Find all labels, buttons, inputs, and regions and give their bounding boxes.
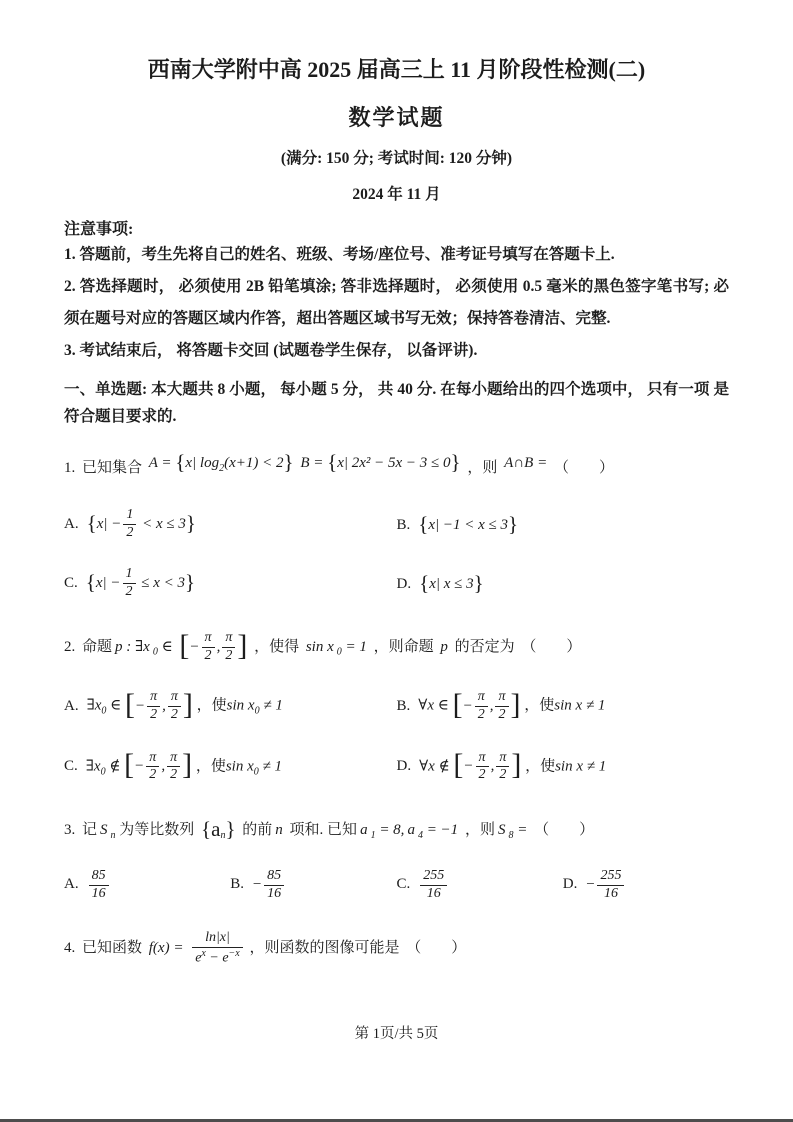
subscript: 4 xyxy=(417,830,423,842)
math-token: sin x xyxy=(555,758,584,775)
q2-option-b xyxy=(397,689,730,724)
q4-intro: 已知函数 xyxy=(82,940,143,957)
date-line: 2024 年 11 月 xyxy=(352,185,441,203)
fraction xyxy=(123,566,136,601)
math-token: ∃x xyxy=(86,697,102,714)
fraction-numerator: π xyxy=(170,749,178,765)
math-token: e xyxy=(195,950,202,966)
math-token: sin x xyxy=(225,758,254,775)
fraction-numerator: 255 xyxy=(423,867,445,883)
q3-text: 的前 xyxy=(242,822,273,839)
q1-option-b xyxy=(397,512,730,537)
fraction xyxy=(202,630,215,665)
fraction-numerator: π xyxy=(498,689,506,705)
q1-mid-text: ，则 xyxy=(467,459,498,476)
comma: , xyxy=(161,758,166,775)
fraction-denominator xyxy=(192,947,243,967)
score-time-line: (满分: 150 分; 考试时间: 120 分钟) xyxy=(280,149,513,167)
fraction xyxy=(222,630,235,665)
q2-text: ，则命题 xyxy=(373,639,434,656)
fraction-denominator: 2 xyxy=(167,766,180,784)
math-token: n xyxy=(275,822,283,839)
q3-answer-blank: （ ） xyxy=(534,822,595,839)
brace-close: } xyxy=(225,817,236,842)
fraction-denominator: 2 xyxy=(202,647,215,665)
math-token: ≠ 1 xyxy=(586,758,607,775)
fraction-numerator: 85 xyxy=(91,867,106,883)
math-token: = −1 xyxy=(426,822,459,839)
fraction xyxy=(168,689,181,724)
math-token: S xyxy=(497,822,506,839)
option-label: D. xyxy=(396,758,412,775)
q2-number: 2. xyxy=(64,639,76,656)
brace-close: } xyxy=(283,449,294,474)
fraction-denominator: 2 xyxy=(222,647,235,665)
fraction-numerator: π xyxy=(499,749,507,765)
math-token: ∃x xyxy=(85,758,101,775)
sequence-formula xyxy=(201,817,236,842)
fraction xyxy=(597,868,624,903)
subscript: 0 xyxy=(100,766,106,778)
interval-formula xyxy=(179,629,248,664)
math-token: x| 2x² − 5x − 3 ≤ 0 xyxy=(337,454,451,471)
minus-sign: − xyxy=(111,516,122,533)
q2-answer-blank: （ ） xyxy=(521,639,582,656)
q2-text: 的否定为 xyxy=(454,639,515,656)
fraction-denominator: 16 xyxy=(89,885,109,903)
brace-open: { xyxy=(86,511,97,536)
subscript: 0 xyxy=(253,766,259,778)
minus-sign: − xyxy=(135,697,146,714)
q2-option-d xyxy=(397,750,730,785)
math-token: p : ∃x xyxy=(115,639,150,656)
minus-sign: − xyxy=(134,758,145,775)
math-token: S xyxy=(100,822,108,839)
q3-text: ，则 xyxy=(464,822,495,839)
q1-option-b-formula xyxy=(418,512,519,537)
q3-option-b xyxy=(230,868,396,903)
comma: , xyxy=(490,758,495,775)
fraction-numerator: π xyxy=(204,630,212,646)
math-token: = 1 xyxy=(345,639,367,656)
q1-option-a-formula xyxy=(86,507,196,541)
math-token: ≠ 1 xyxy=(263,697,283,714)
fraction-numerator: π xyxy=(170,689,178,705)
comma: , xyxy=(216,639,221,656)
brace-open: { xyxy=(327,449,338,474)
interval-formula xyxy=(453,748,522,783)
minus-sign: − xyxy=(463,758,474,775)
subject-title: 数学试题 xyxy=(348,104,445,130)
question-1 xyxy=(64,449,729,484)
subscript: 0 xyxy=(336,647,342,659)
math-token: x| log xyxy=(185,454,220,471)
notice-item-3: 3. 考试结束后， 将答题卡交回 (试题卷学生保存， 以备评讲). xyxy=(64,342,478,360)
q2-options-row-2 xyxy=(64,750,729,785)
math-token: = xyxy=(517,822,528,839)
q1-option-c-formula xyxy=(85,565,196,599)
section-1-heading: 一、单选题: 本大题共 8 小题， 每小题 5 分， 共 40 分. 在每小题给出的四个选项中， 只有一项 是符合题目要求的. xyxy=(64,380,729,425)
math-token: sin x xyxy=(554,697,583,714)
math-token: sin x xyxy=(305,639,334,656)
fraction-numerator: ln|x| xyxy=(205,930,230,946)
fraction-denominator: 16 xyxy=(264,885,284,903)
bracket-close: ] xyxy=(237,629,248,663)
option-label: C. xyxy=(64,574,78,591)
function-notation: f(x) = xyxy=(148,940,184,957)
option-label: C. xyxy=(64,758,78,775)
brace-open: { xyxy=(175,449,186,474)
bracket-open: [ xyxy=(179,629,190,663)
fraction-numerator: π xyxy=(150,689,158,705)
fraction xyxy=(89,868,109,903)
superscript: x xyxy=(201,948,206,960)
fraction-denominator: 2 xyxy=(123,524,136,542)
brace-close: } xyxy=(185,511,196,536)
q3-text: 记 xyxy=(82,822,98,839)
q2-option-c xyxy=(64,750,397,785)
option-label: D. xyxy=(562,876,578,893)
fraction xyxy=(420,868,447,903)
q4-text: ，则函数的图像可能是 xyxy=(249,940,400,957)
brace-open: {a xyxy=(201,817,221,842)
fraction-numerator: 1 xyxy=(125,565,133,581)
bracket-open: [ xyxy=(125,687,135,721)
q1-option-d-formula xyxy=(419,570,484,595)
fraction xyxy=(146,750,159,785)
fraction-numerator: π xyxy=(225,630,233,646)
not-element-of-symbol: ∉ xyxy=(109,758,121,775)
math-token: ≤ x < 3 xyxy=(141,574,186,591)
math-token: x| xyxy=(96,516,108,533)
subscript: 2 xyxy=(219,462,225,474)
subscript: 0 xyxy=(152,647,158,659)
q2-text: ，使得 xyxy=(254,639,300,656)
bracket-open: [ xyxy=(124,748,135,782)
bracket-open: [ xyxy=(453,748,464,782)
math-token: ≠ 1 xyxy=(262,758,282,775)
option-text: ，使 xyxy=(195,758,226,775)
q3-option-d xyxy=(563,868,729,903)
math-token: < x ≤ 3 xyxy=(142,516,186,533)
option-label: A. xyxy=(64,876,79,893)
option-label: C. xyxy=(396,876,411,893)
q3-option-c xyxy=(397,868,563,903)
fraction xyxy=(147,689,160,724)
option-text: ，使 xyxy=(196,697,227,714)
q1-option-d xyxy=(397,571,730,596)
subscript: n xyxy=(220,830,226,842)
brace-close: } xyxy=(185,569,196,594)
q2-option-a xyxy=(64,689,397,724)
question-3 xyxy=(64,814,729,846)
q1-set-a xyxy=(149,447,294,479)
brace-open: { xyxy=(419,570,430,595)
superscript: −x xyxy=(228,948,240,960)
brace-open: { xyxy=(418,512,429,537)
math-token: ∀x xyxy=(418,697,434,714)
notice-item-2: 2. 答选择题时， 必须使用 2B 铅笔填涂; 答非选择题时， 必须使用 0.5 毫米的黑色签字笔书写; 必须在题号对应的答题区域内作答，超出答题区域书写无效；保持答卷清洁、完整. xyxy=(64,277,729,328)
fraction-numerator: 1 xyxy=(126,507,134,523)
brace-open: { xyxy=(85,569,96,594)
fraction-denominator: 2 xyxy=(123,583,136,601)
subscript: 8 xyxy=(508,830,514,842)
fraction xyxy=(496,750,509,785)
math-token: x| xyxy=(95,574,107,591)
element-of-symbol: ∈ xyxy=(110,697,122,714)
math-token: ∀x xyxy=(419,758,435,775)
minus-sign: − xyxy=(462,697,473,714)
option-label: B. xyxy=(396,697,411,714)
q3-text: 为等比数列 xyxy=(119,822,195,839)
q2-text: 命题 xyxy=(82,639,113,656)
interval-formula xyxy=(452,687,521,722)
q3-options-row xyxy=(64,868,729,903)
math-token: sin x xyxy=(226,697,255,714)
fraction-denominator: 2 xyxy=(146,766,159,784)
notice-heading: 注意事项: xyxy=(64,220,134,238)
q3-option-a xyxy=(64,868,230,903)
q1-expression: A∩B = xyxy=(504,454,548,471)
fraction-numerator: π xyxy=(149,749,157,765)
math-token: x| −1 < x ≤ 3 xyxy=(428,516,509,533)
subscript: n xyxy=(110,830,116,842)
minus-sign: − xyxy=(110,574,121,591)
fraction xyxy=(264,868,284,903)
fraction-denominator: 2 xyxy=(168,706,181,724)
bracket-close: ] xyxy=(511,748,522,782)
math-token: a xyxy=(360,822,368,839)
exam-title: 西南大学附中高 2025 届高三上 11 月阶段性检测(二) xyxy=(147,57,646,82)
fraction xyxy=(475,689,488,724)
fraction-numerator: 85 xyxy=(267,867,282,883)
math-token: x| x ≤ 3 xyxy=(429,575,474,592)
q1-option-c xyxy=(64,566,397,601)
math-token: B = xyxy=(300,454,324,471)
bracket-close: ] xyxy=(182,687,193,721)
brace-close: } xyxy=(508,512,519,537)
fraction-denominator: 2 xyxy=(475,706,488,724)
interval-formula xyxy=(124,748,193,783)
q1-intro: 已知集合 xyxy=(82,459,143,476)
bracket-close: ] xyxy=(510,687,521,721)
subscript: 0 xyxy=(254,705,260,717)
q3-text: 项和. 已知 xyxy=(289,822,358,839)
fraction-denominator: 2 xyxy=(495,706,508,724)
fraction-numerator: π xyxy=(478,749,486,765)
math-token: A = xyxy=(148,454,172,471)
q1-answer-blank: （ ） xyxy=(553,459,614,476)
subscript: 0 xyxy=(101,705,107,717)
subscript: 1 xyxy=(370,830,376,842)
bracket-close: ] xyxy=(182,748,193,782)
fraction xyxy=(123,507,136,542)
fraction-denominator: 2 xyxy=(147,706,160,724)
minus-sign: − xyxy=(209,950,219,966)
math-token: = 8, xyxy=(379,822,405,839)
q1-set-b xyxy=(300,447,460,479)
option-label: A. xyxy=(64,516,79,533)
fraction xyxy=(167,750,180,785)
q4-number: 4. xyxy=(64,940,76,957)
brace-close: } xyxy=(450,449,461,474)
bracket-open: [ xyxy=(452,687,463,721)
option-label: D. xyxy=(396,575,412,592)
minus-sign: − xyxy=(585,876,596,893)
comma: , xyxy=(162,697,166,714)
question-2 xyxy=(64,630,729,665)
fraction-numerator: 255 xyxy=(600,867,622,883)
page-number-footer: 第 1页/共 5页 xyxy=(354,1026,439,1042)
fraction-denominator: 2 xyxy=(496,766,509,784)
math-token: a xyxy=(407,822,415,839)
question-4 xyxy=(64,930,729,967)
q1-number: 1. xyxy=(64,459,76,476)
fraction-numerator: π xyxy=(477,689,485,705)
element-of-symbol: ∈ xyxy=(437,697,449,714)
fraction-denominator: 2 xyxy=(476,766,489,784)
comma: , xyxy=(489,697,494,714)
option-label: B. xyxy=(230,876,245,893)
fraction-denominator: 16 xyxy=(420,885,447,903)
math-token: e xyxy=(222,950,229,966)
q1-options-row-2 xyxy=(64,566,729,601)
fraction-denominator: 16 xyxy=(597,885,624,903)
fraction xyxy=(192,930,243,967)
notice-item-1: 1. 答题前，考生先将自己的姓名、班级、考场/座位号、准考证号填写在答题卡上. xyxy=(64,245,615,263)
interval-formula xyxy=(125,687,193,722)
option-label: A. xyxy=(64,697,79,714)
not-element-of-symbol: ∉ xyxy=(438,758,450,775)
math-token: ≠ 1 xyxy=(585,697,606,714)
q4-answer-blank: （ ） xyxy=(406,940,467,957)
q1-option-a xyxy=(64,507,397,542)
option-text: ，使 xyxy=(524,697,555,714)
brace-close: } xyxy=(473,570,484,595)
math-token: (x+1) < 2 xyxy=(224,454,284,471)
option-label: B. xyxy=(396,516,411,533)
q3-number: 3. xyxy=(64,822,76,839)
minus-sign: − xyxy=(189,639,200,656)
fraction xyxy=(476,750,489,785)
minus-sign: − xyxy=(252,876,263,893)
fraction xyxy=(495,689,508,724)
q1-options-row-1 xyxy=(64,507,729,542)
option-text: ，使 xyxy=(525,758,556,775)
q2-options-row-1 xyxy=(64,689,729,724)
math-token: p xyxy=(440,639,448,656)
element-of-symbol: ∈ xyxy=(161,639,173,656)
